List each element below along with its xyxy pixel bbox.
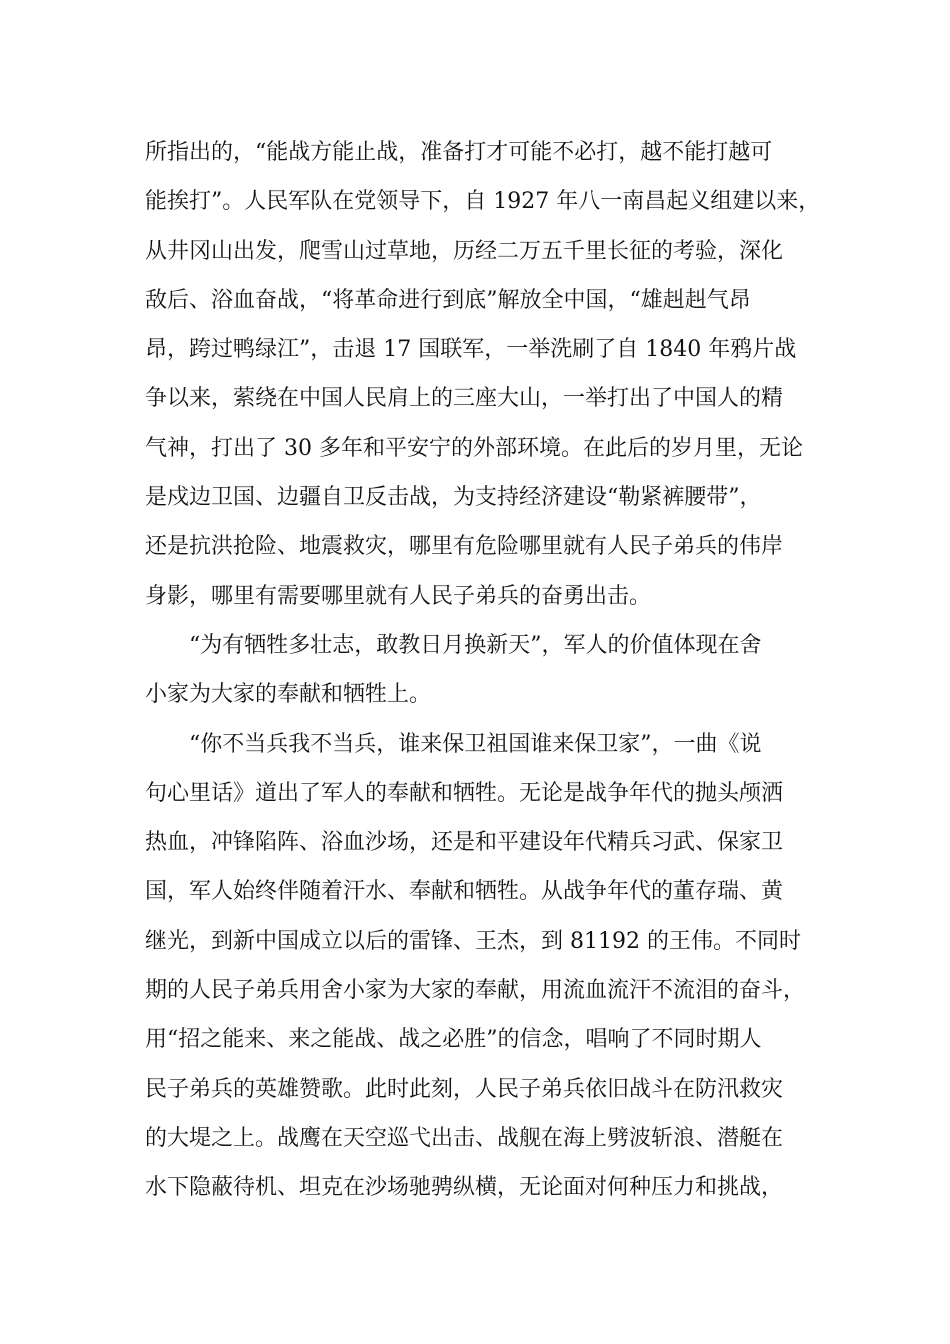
text-line: 的大堤之上。战鹰在天空巡弋出击、战舰在海上劈波斩浪、潜艇在 xyxy=(145,1125,784,1151)
text-line: 身影，哪里有需要哪里就有人民子弟兵的奋勇出击。 xyxy=(145,583,652,609)
text-line: 热血，冲锋陷阵、浴血沙场，还是和平建设年代精兵习武、保家卫 xyxy=(145,830,784,856)
text-line: 气神，打出了 30 多年和平安宁的外部环境。在此后的岁月里，无论 xyxy=(145,435,803,461)
text-line: 用“招之能来、来之能战、战之必胜”的信念，唱响了不同时期人 xyxy=(145,1027,762,1053)
text-line: 句心里话》道出了军人的奉献和牺牲。无论是战争年代的抛头颅洒 xyxy=(145,780,784,806)
text-line: 敌后、浴血奋战，“将革命进行到底”解放全中国，“雄赳赳气昂 xyxy=(145,287,751,313)
text-line: 能挨打”。人民军队在党领导下，自 1927 年八一南昌起义组建以来， xyxy=(145,189,821,215)
text-line: 还是抗洪抢险、地震救灾，哪里有危险哪里就有人民子弟兵的伟岸 xyxy=(145,534,784,560)
text-line: 小家为大家的奉献和牺牲上。 xyxy=(145,682,432,708)
text-line: 国，军人始终伴随着汗水、奉献和牺牲。从战争年代的董存瑞、黄 xyxy=(145,879,784,905)
paragraph-first-line: “你不当兵我不当兵，谁来保卫祖国谁来保卫家”，一曲《说 xyxy=(189,731,762,757)
text-line: 所指出的，“能战方能止战，准备打才可能不必打，越不能打越可 xyxy=(145,140,773,165)
text-line: 昂，跨过鸭绿江”，击退 17 国联军，一举洗刷了自 1840 年鸦片战 xyxy=(145,337,797,363)
text-line: 继光，到新中国成立以后的雷锋、王杰，到 81192 的王伟。不同时 xyxy=(145,928,801,954)
text-line: 民子弟兵的英雄赞歌。此时此刻，人民子弟兵依旧战斗在防汛救灾 xyxy=(145,1076,784,1102)
paragraph-first-line: “为有牺牲多壮志，敢教日月换新天”，军人的价值体现在舍 xyxy=(189,632,762,658)
document-body xyxy=(145,128,825,1213)
text-line: 争以来，萦绕在中国人民肩上的三座大山，一举打出了中国人的精 xyxy=(145,386,784,412)
text-line: 水下隐蔽待机、坦克在沙场驰骋纵横，无论面对何种压力和挑战， xyxy=(145,1175,784,1201)
text-line: 是戍边卫国、边疆自卫反击战，为支持经济建设“勒紧裤腰带”， xyxy=(145,485,762,511)
text-line: 从井冈山出发，爬雪山过草地，历经二万五千里长征的考验，深化 xyxy=(145,238,784,264)
text-line: 期的人民子弟兵用舍小家为大家的奉献，用流血流汗不流泪的奋斗， xyxy=(145,978,806,1004)
